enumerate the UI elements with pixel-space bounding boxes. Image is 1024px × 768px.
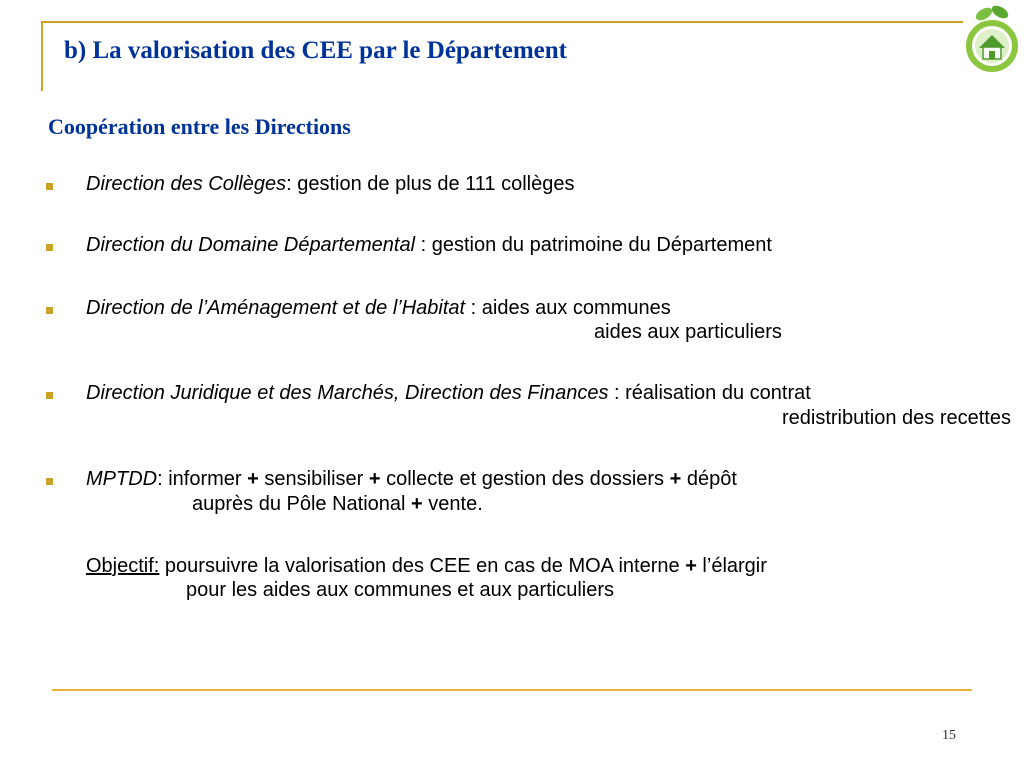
objective-text: l’élargir bbox=[696, 555, 767, 577]
bullet-marker bbox=[46, 244, 53, 251]
item-text: dépôt bbox=[681, 468, 737, 490]
item-text: sensibiliser bbox=[258, 468, 369, 490]
list-item bbox=[86, 296, 671, 320]
list-item bbox=[86, 381, 811, 405]
item-label: Direction des Collèges bbox=[86, 173, 287, 195]
item-continuation bbox=[192, 492, 483, 516]
objective-text: poursuivre la valorisation des CEE en cas de MOA interne bbox=[159, 555, 686, 577]
item-label: MPTDD bbox=[86, 468, 158, 490]
item-continuation: aides aux particuliers bbox=[594, 321, 782, 343]
item-text: vente. bbox=[422, 493, 483, 515]
objective-line bbox=[86, 554, 767, 578]
list-item bbox=[86, 172, 574, 196]
bullet-marker bbox=[46, 307, 53, 314]
item-text: : réalisation du contrat bbox=[608, 382, 811, 404]
plus-sign: + bbox=[368, 468, 381, 490]
plus-sign: + bbox=[247, 468, 259, 490]
list-item bbox=[86, 233, 772, 257]
item-text: : gestion de plus de 111 collèges bbox=[286, 173, 575, 195]
bullet-marker bbox=[46, 478, 53, 485]
page-number: 15 bbox=[942, 728, 956, 743]
green-house-logo-icon bbox=[962, 2, 1024, 76]
item-text: : informer bbox=[157, 468, 248, 490]
bullet-marker bbox=[46, 392, 53, 399]
slide-title: b) La valorisation des CEE par le Département bbox=[64, 37, 567, 64]
list-item bbox=[86, 467, 737, 491]
section-subtitle: Coopération entre les Directions bbox=[48, 114, 351, 139]
objective-continuation: pour les aides aux communes et aux particuliers bbox=[186, 579, 614, 601]
item-label: Direction du Domaine Départemental bbox=[86, 234, 416, 256]
footer-divider bbox=[52, 689, 972, 691]
item-text: auprès du Pôle National bbox=[192, 493, 412, 515]
objective-label: Objectif: bbox=[86, 555, 160, 577]
item-text: : gestion du patrimoine du Département bbox=[415, 234, 772, 256]
item-label: Direction de l’Aménagement et de l’Habitat bbox=[86, 297, 466, 319]
bullet-marker bbox=[46, 183, 53, 190]
plus-sign: + bbox=[669, 468, 682, 490]
item-text: collecte et gestion des dossiers bbox=[380, 468, 670, 490]
item-text: : aides aux communes bbox=[465, 297, 671, 319]
item-continuation: redistribution des recettes bbox=[781, 407, 1011, 429]
plus-sign: + bbox=[411, 493, 423, 515]
item-label: Direction Juridique et des Marchés, Direction des Finances bbox=[86, 382, 609, 404]
plus-sign: + bbox=[685, 555, 697, 577]
